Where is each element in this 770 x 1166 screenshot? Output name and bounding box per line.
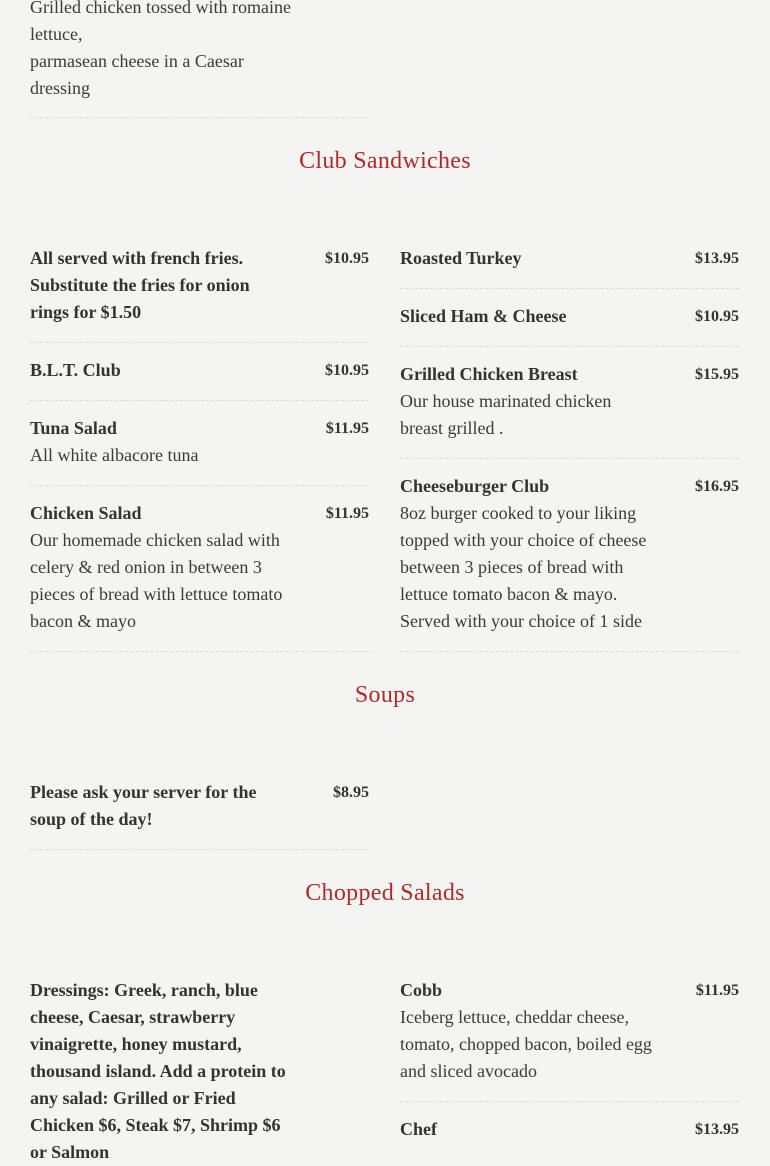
section-title-soups: Soups — [354, 682, 416, 708]
menu-item-description: All white albacore tuna — [30, 445, 199, 465]
divider — [30, 651, 369, 652]
divider — [400, 651, 739, 652]
menu-item-chef: Chef — [400, 1119, 437, 1139]
menu-item-roasted-turkey: Roasted Turkey — [400, 248, 522, 268]
divider — [30, 342, 369, 343]
divider — [30, 849, 369, 850]
menu-item-price: $10.95 — [325, 250, 369, 267]
menu-item-price: $16.95 — [695, 478, 739, 495]
menu-item-price: $11.95 — [325, 505, 369, 522]
caesar-description: Grilled chicken tossed with romaine lettuce, parmasean cheese in a Caesar dressing — [30, 0, 291, 98]
divider — [400, 458, 739, 459]
menu-item-description: 8oz burger cooked to your liking topped with your choice of cheese between 3 pieces of bread with lettuce tomato bacon & mayo. Served with your choice of 1 side — [400, 503, 647, 631]
menu-item-description: Our house marinated chicken breast grilled . — [400, 391, 612, 438]
menu-item-price: $13.95 — [695, 1121, 739, 1138]
divider — [400, 288, 739, 289]
menu-item-sliced-ham-cheese: Sliced Ham & Cheese — [400, 306, 567, 326]
menu-item-grilled-chicken-breast: Grilled Chicken Breast — [400, 364, 578, 384]
menu-item-soup-of-the-day: Please ask your server for the soup of the day! — [30, 782, 257, 829]
menu-item-cheeseburger-club: Cheeseburger Club — [400, 476, 550, 496]
menu-item-price: $13.95 — [695, 250, 739, 267]
section-title-chopped-salads: Chopped Salads — [305, 880, 465, 906]
menu-item-price: $15.95 — [695, 366, 739, 383]
divider — [30, 400, 369, 401]
divider — [400, 346, 739, 347]
menu-item-price: $11.95 — [325, 420, 369, 437]
menu-item-price: $11.95 — [695, 982, 739, 999]
menu-item-price: $10.95 — [695, 308, 739, 325]
menu-item-description: Iceberg lettuce, cheddar cheese, tomato, chopped bacon, boiled egg and sliced avocado — [400, 1007, 652, 1081]
section-title-club-sandwiches: Club Sandwiches — [299, 148, 471, 174]
menu-item-chicken-salad: Chicken Salad — [30, 503, 142, 523]
menu-item-description: Our homemade chicken salad with celery & red onion in between 3 pieces of bread with lettuce tomato bacon & mayo — [30, 530, 283, 631]
menu-item-price: $8.95 — [333, 784, 369, 801]
divider — [30, 485, 369, 486]
menu-item-price: $10.95 — [325, 362, 369, 379]
divider — [30, 117, 369, 118]
menu-item-tuna-salad: Tuna Salad — [30, 418, 117, 438]
menu-item-note: All served with french fries. Substitute the fries for onion rings for $1.50 — [30, 248, 250, 322]
menu-item-cobb: Cobb — [400, 980, 443, 1000]
menu-item-dressings-note: Dressings: Greek, ranch, blue cheese, Caesar, strawberry vinaigrette, honey mustard, thousand island. Add a protein to any salad: Grilled or Fried Chicken $6, Steak $7, Shrimp $6 or Salmon — [30, 980, 286, 1162]
menu-item-blt-club: B.L.T. Club — [30, 360, 121, 380]
divider — [400, 1101, 739, 1102]
